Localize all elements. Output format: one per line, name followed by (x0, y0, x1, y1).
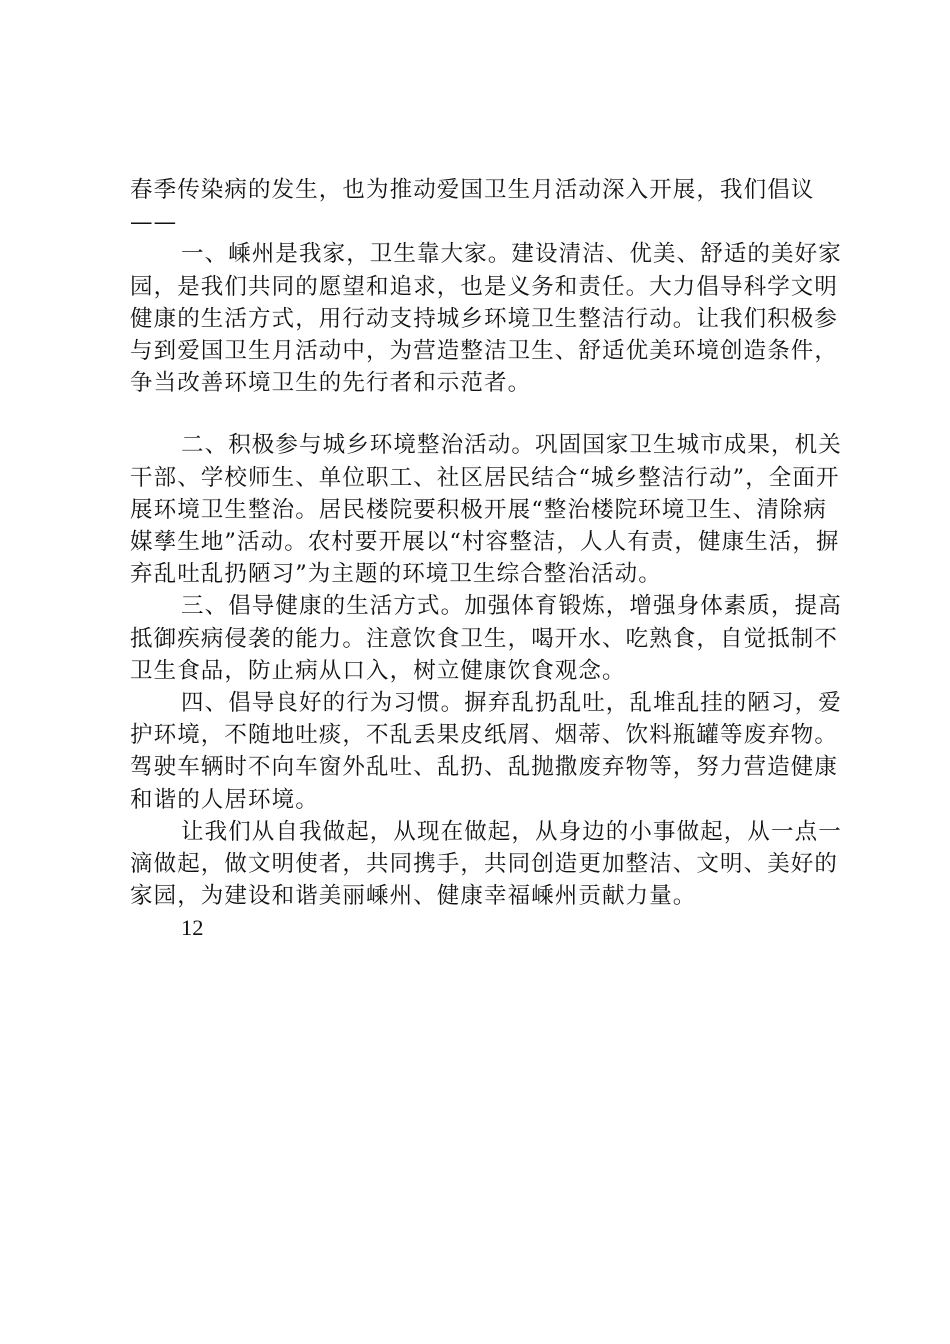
paragraph-proposal-1: 一、嵊州是我家，卫生靠大家。建设清洁、优美、舒适的美好家园，是我们共同的愿望和追求，也是义务和责任。大力倡导科学文明健康的生活方式，用行动支持城乡环境卫生整洁行动。让我们积极参与到爱国卫生月活动中，为营造整洁卫生、舒适优美环境创造条件，争当改善环境卫生的先行者和示范者。 (130, 241, 842, 397)
paragraph-closing-call: 让我们从自我做起，从现在做起，从身边的小事做起，从一点一滴做起，做文明使者，共同携手，共同创造更加整洁、文明、美好的家园，为建设和谐美丽嵊州、健康幸福嵊州贡献力量。 (130, 818, 842, 910)
page-number: 12 (181, 915, 204, 941)
paragraph-proposal-2: 二、积极参与城乡环境整治活动。巩固国家卫生城市成果，机关干部、学校师生、单位职工、社区居民结合“城乡整洁行动”，全面开展环境卫生整治。居民楼院要积极开展“整治楼院环境卫生、清除病媒孳生地”活动。农村要开展以“村容整洁，人人有责，健康生活，摒弃乱吐乱扔陋习”为主题的环境卫生综合整治活动。 (130, 432, 842, 588)
paragraph-intro-continuation: 春季传染病的发生，也为推动爱国卫生月活动深入开展，我们倡议—— (130, 177, 815, 236)
paragraph-proposal-4: 四、倡导良好的行为习惯。摒弃乱扔乱吐，乱堆乱挂的陋习，爱护环境，不随地吐痰，不乱丢果皮纸屑、烟蒂、饮料瓶罐等废弃物。驾驶车辆时不向车窗外乱吐、乱扔、乱抛撒废弃物等，努力营造健康和谐的人居环境。 (130, 690, 842, 813)
document-body (130, 174, 842, 945)
paragraph-proposal-3: 三、倡导健康的生活方式。加强体育锻炼，增强身体素质，提高抵御疾病侵袭的能力。注意饮食卫生，喝开水、吃熟食，自觉抵制不卫生食品，防止病从口入，树立健康饮食观念。 (130, 593, 842, 684)
